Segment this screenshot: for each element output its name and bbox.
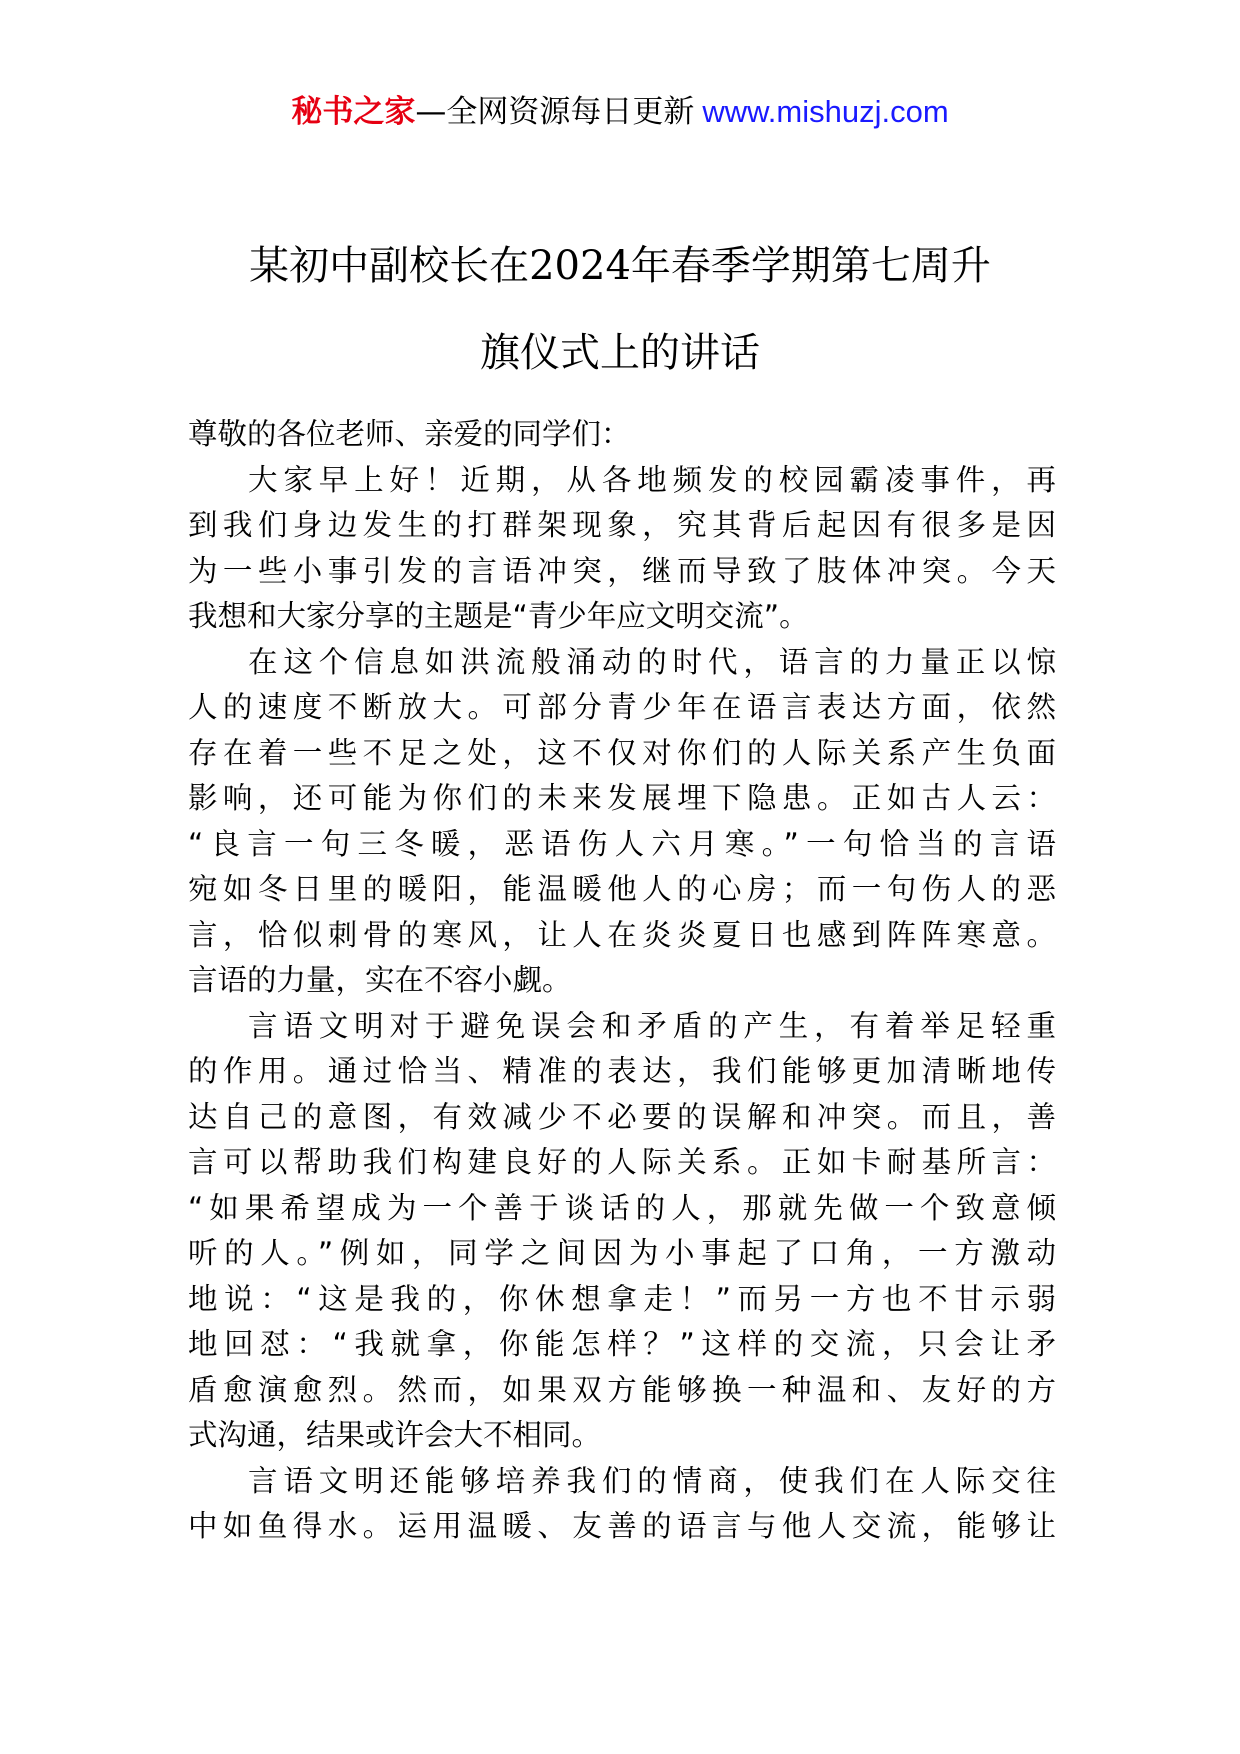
body-line: 地回怼：“我就拿，你能怎样？”这样的交流，只会让矛 (188, 1327, 1056, 1361)
document-title-line-1: 某初中副校长在2024年春季学期第七周升 (249, 243, 991, 289)
body-line: 盾愈演愈烈。然而，如果双方能够换一种温和、友好的方 (188, 1372, 1056, 1407)
body-line: 言语文明还能够培养我们的情商，使我们在人际交往 (248, 1463, 1056, 1498)
body-line: 人的速度不断放大。可部分青少年在语言表达方面，依然 (188, 690, 1056, 724)
body-line: 影响，还可能为你们的未来发展埋下隐患。正如古人云： (188, 781, 1056, 815)
body-line: 听的人。”例如，同学之间因为小事起了口角，一方激动 (188, 1236, 1056, 1270)
document-body (188, 412, 1056, 1550)
body-line: 大家早上好！近期，从各地频发的校园霸凌事件，再 (248, 462, 1056, 497)
site-header (0, 92, 1240, 132)
salutation-line: 尊敬的各位老师、亲爱的同学们： (188, 417, 631, 451)
body-line: 地说：“这是我的，你休想拿走！”而另一方也不甘示弱 (188, 1281, 1056, 1316)
body-line: 达自己的意图，有效减少不必要的误解和冲突。而且，善 (188, 1099, 1056, 1134)
site-brand: 秘书之家 (291, 94, 416, 130)
body-line: 中如鱼得水。运用温暖、友善的语言与他人交流，能够让 (188, 1509, 1056, 1543)
body-line: 式沟通，结果或许会大不相同。 (188, 1418, 602, 1452)
body-line: “良言一句三冬暖，恶语伤人六月寒。”一句恰当的言语 (188, 826, 1056, 861)
body-line: 言语文明对于避免误会和矛盾的产生，有着举足轻重 (248, 1008, 1056, 1043)
body-line: 言，恰似刺骨的寒风，让人在炎炎夏日也感到阵阵寒意。 (188, 917, 1056, 952)
body-line: 到我们身边发生的打群架现象，究其背后起因有很多是因 (188, 508, 1056, 542)
body-line: 我想和大家分享的主题是“青少年应文明交流”。 (188, 599, 809, 633)
site-url-link[interactable]: www.mishuzj.com (702, 94, 949, 129)
document-title-line-2: 旗仪式上的讲话 (480, 330, 760, 376)
body-line: 言可以帮助我们构建良好的人际关系。正如卡耐基所言： (188, 1145, 1056, 1179)
body-line: 言语的力量，实在不容小觑。 (188, 963, 572, 997)
body-line: 在这个信息如洪流般涌动的时代，语言的力量正以惊 (248, 644, 1056, 679)
body-line: 为一些小事引发的言语冲突，继而导致了肢体冲突。今天 (188, 553, 1056, 588)
body-line: 的作用。通过恰当、精准的表达，我们能够更加清晰地传 (188, 1054, 1056, 1088)
body-line: 存在着一些不足之处，这不仅对你们的人际关系产生负面 (188, 735, 1056, 770)
body-line: “如果希望成为一个善于谈话的人，那就先做一个致意倾 (188, 1190, 1056, 1225)
site-tagline: —全网资源每日更新 (415, 94, 695, 130)
body-line: 宛如冬日里的暖阳，能温暖他人的心房；而一句伤人的恶 (188, 872, 1056, 906)
